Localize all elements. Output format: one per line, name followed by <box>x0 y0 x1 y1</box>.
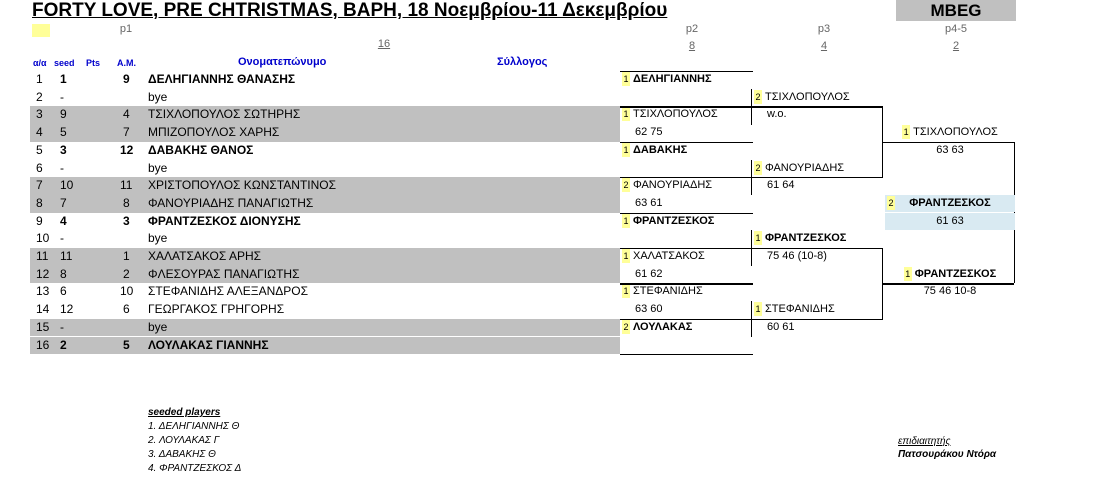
row-name: ΣΤΕΦΑΝΙΔΗΣ ΑΛΕΞΑΝΔΡΟΣ <box>148 284 309 299</box>
row-am: 11 <box>120 178 133 193</box>
legend-swatch <box>32 24 50 37</box>
round-count-1: 16 <box>377 38 391 50</box>
row-name: bye <box>148 231 168 246</box>
bracket-score <box>635 89 745 106</box>
seed-mark: 1 <box>623 286 629 297</box>
bracket-line <box>620 283 753 284</box>
seed-mark: 1 <box>755 233 761 244</box>
row-seed: 9 <box>60 107 67 122</box>
seed-mark: 2 <box>623 321 629 332</box>
row-number: 11 <box>36 249 49 263</box>
bracket-score: 63 60 <box>635 303 663 316</box>
row-number: 16 <box>36 337 50 352</box>
col-am: A.M. <box>117 58 136 68</box>
bracket-name: ΧΑΛΑΤΣΑΚΟΣ <box>633 250 705 262</box>
table-row <box>30 337 620 355</box>
bracket-entry <box>885 266 1015 283</box>
seed-mark: 2 <box>755 91 761 102</box>
bracket-line <box>883 142 1014 143</box>
round-label-p2: p2 <box>685 23 699 35</box>
seed-mark: 1 <box>623 215 629 226</box>
bracket-name: ΤΣΙΧΛΟΠΟΥΛΟΣ <box>765 90 850 103</box>
round-label-p3: p3 <box>817 23 831 35</box>
row-seed: 11 <box>60 249 73 263</box>
row-am: 5 <box>123 337 130 352</box>
row-number: 9 <box>36 213 43 228</box>
row-name: ΧΑΛΑΤΣΑΚΟΣ ΑΡΗΣ <box>148 249 262 263</box>
row-seed: 12 <box>60 302 74 317</box>
row-am: 8 <box>123 195 130 210</box>
row-name: ΔΑΒΑΚΗΣ ΘΑΝΟΣ <box>148 142 254 157</box>
bracket-line <box>752 319 883 320</box>
row-name: ΜΠΙΖΟΠΟΥΛΟΣ ΧΑΡΗΣ <box>148 125 280 140</box>
seeded-title: seeded players <box>148 407 221 418</box>
bracket-score: 61 64 <box>767 179 795 192</box>
seeded-item: 1. ΔΕΛΗΓΙΑΝΝΗΣ Θ <box>148 421 240 432</box>
bracket-line <box>620 142 753 143</box>
bracket-line <box>620 354 753 355</box>
bracket-score: 60 61 <box>767 320 795 333</box>
bracket-entry <box>622 213 752 230</box>
table-row <box>30 283 620 301</box>
seed-mark: 1 <box>905 268 911 279</box>
table-row <box>30 266 620 284</box>
col-seed: seed <box>54 58 75 68</box>
round-count-4: 2 <box>952 40 960 52</box>
row-name: ΤΣΙΧΛΟΠΟΥΛΟΣ ΣΩΤΗΡΗΣ <box>148 107 301 122</box>
table-row <box>30 142 620 160</box>
row-number: 12 <box>36 266 50 281</box>
row-am: 10 <box>120 284 134 299</box>
bracket-entry <box>622 142 752 159</box>
bracket-line <box>620 177 753 178</box>
bracket-entry <box>622 71 752 88</box>
seed-mark: 1 <box>623 251 629 261</box>
table-row <box>30 160 620 178</box>
bracket-name: ΦΑΝΟΥΡΙΑΔΗΣ <box>765 161 845 174</box>
table-row <box>30 319 620 337</box>
row-name: ΦΛΕΣΟΥΡΑΣ ΠΑΝΑΓΙΩΤΗΣ <box>148 266 300 281</box>
row-seed: - <box>60 160 64 175</box>
bracket-line <box>752 177 883 178</box>
bracket-entry <box>885 124 1015 141</box>
row-am: 2 <box>123 266 130 281</box>
row-number: 15 <box>36 319 50 334</box>
row-seed: 10 <box>60 178 74 193</box>
bracket-line <box>620 106 753 107</box>
row-name: ΦΑΝΟΥΡΙΑΔΗΣ ΠΑΝΑΓΙΩΤΗΣ <box>148 195 314 210</box>
row-number: 8 <box>36 195 43 210</box>
table-row <box>30 230 620 248</box>
row-am: 3 <box>123 213 130 228</box>
bracket-name: ΦΑΝΟΥΡΙΑΔΗΣ <box>633 179 713 192</box>
row-am: 12 <box>120 142 134 157</box>
page-title: FORTY LOVE, PRE CHTRISTMAS, ΒΑΡΗ, 18 Νοεμβρίου-11 Δεκεμβρίου <box>32 0 668 21</box>
bracket-score: 75 46 10-8 <box>923 285 977 298</box>
row-seed: 3 <box>60 142 67 157</box>
bracket-line <box>620 71 753 72</box>
table-row <box>30 301 620 319</box>
col-pts: Pts <box>86 58 101 68</box>
bracket-name: ΦΡΑΝΤΖΕΣΚΟΣ <box>765 232 847 245</box>
row-name: ΦΡΑΝΤΖΕΣΚΟΣ ΔΙΟΝΥΣΗΣ <box>148 213 301 228</box>
table-row <box>30 71 620 89</box>
row-number: 3 <box>36 107 43 122</box>
table-row <box>30 248 620 266</box>
row-number: 4 <box>36 125 43 140</box>
bracket-score: 63 61 <box>635 196 663 209</box>
row-name: ΛΟΥΛΑΚΑΣ ΓΙΑΝΝΗΣ <box>148 337 269 352</box>
row-am: 9 <box>123 72 130 86</box>
seed-mark: 1 <box>755 304 761 315</box>
bracket-name: ΔΕΛΗΓΙΑΝΝΗΣ <box>633 73 712 85</box>
bracket-name: ΔΑΒΑΚΗΣ <box>633 143 688 156</box>
row-seed: 8 <box>60 266 67 281</box>
table-row <box>30 106 620 124</box>
bracket-name: ΦΡΑΝΤΖΕΣΚΟΣ <box>914 267 997 280</box>
bracket-line <box>620 248 753 249</box>
referee-label: επιδιαιτητής <box>898 436 951 447</box>
row-number: 7 <box>36 178 43 193</box>
bracket-score <box>635 160 745 177</box>
seed-mark: 2 <box>755 162 761 173</box>
bracket-entry <box>622 319 752 336</box>
bracket-name: ΤΣΙΧΛΟΠΟΥΛΟΣ <box>913 126 998 139</box>
bracket-line <box>752 248 883 249</box>
seeded-item: 2. ΛΟΥΛΑΚΑΣ Γ <box>148 435 220 446</box>
bracket-line <box>620 213 753 214</box>
round-count-3: 4 <box>820 40 828 52</box>
table-row <box>30 124 620 142</box>
row-number: 14 <box>36 302 50 317</box>
row-number: 6 <box>36 160 43 175</box>
table-row <box>30 195 620 213</box>
row-number: 10 <box>36 231 50 246</box>
seed-mark: 1 <box>623 109 629 120</box>
bracket-score: 75 46 (10-8) <box>767 250 827 262</box>
row-seed: - <box>60 89 64 104</box>
bracket-entry <box>754 301 882 318</box>
bracket-entry <box>754 89 882 106</box>
bracket-score: 63 63 <box>936 143 964 156</box>
bracket-line <box>752 106 883 107</box>
round-label-p45: p4-5 <box>944 23 968 35</box>
bracket-line <box>883 283 1014 284</box>
seed-mark: 2 <box>888 197 894 208</box>
row-seed: 2 <box>60 337 67 352</box>
seed-mark: 2 <box>623 180 629 191</box>
row-am: 6 <box>123 302 130 317</box>
row-seed: 1 <box>60 72 67 86</box>
col-name: Ονοματεπώνυμο <box>238 56 327 68</box>
row-seed: - <box>60 231 64 246</box>
table-row <box>30 89 620 107</box>
row-seed: 5 <box>60 125 67 140</box>
row-name: ΓΕΩΡΓΑΚΟΣ ΓΡΗΓΟΡΗΣ <box>148 302 285 317</box>
bracket-entry <box>754 230 882 247</box>
table-row <box>30 213 620 231</box>
bracket-entry <box>754 160 882 177</box>
round-count-2: 8 <box>688 40 696 52</box>
bracket-name: ΣΤΕΦΑΝΙΔΗΣ <box>765 303 835 316</box>
bracket-entry <box>622 248 752 265</box>
row-number: 1 <box>36 72 43 86</box>
row-name: bye <box>148 160 168 175</box>
bracket-name: ΛΟΥΛΑΚΑΣ <box>633 320 693 333</box>
category-badge: MBEG <box>896 0 1016 21</box>
referee-name: Πατσουράκου Ντόρα <box>898 449 997 460</box>
final-name: ΦΡΑΝΤΖΕΣΚΟΣ <box>909 196 991 209</box>
row-name: bye <box>148 89 168 104</box>
col-club: Σύλλογος <box>497 56 548 68</box>
bracket-entry <box>622 106 752 123</box>
bracket-name: ΦΡΑΝΤΖΕΣΚΟΣ <box>633 214 715 227</box>
seed-mark: 1 <box>623 144 629 155</box>
row-name: ΧΡΙΣΤΟΠΟΥΛΟΣ ΚΩΝΣΤΑΝΤΙΝΟΣ <box>148 178 337 193</box>
col-aa: α/α <box>33 58 47 68</box>
table-row <box>30 177 620 195</box>
row-am: 1 <box>123 249 130 263</box>
row-seed: - <box>60 319 64 334</box>
row-seed: 4 <box>60 213 67 228</box>
row-name: ΔΕΛΗΓΙΑΝΝΗΣ ΘΑΝΑΣΗΣ <box>148 72 296 86</box>
row-name: bye <box>148 319 168 334</box>
seeded-item: 4. ΦΡΑΝΤΖΕΣΚΟΣ Δ <box>148 463 242 474</box>
row-seed: 6 <box>60 284 67 299</box>
bracket-entry <box>622 283 752 300</box>
row-number: 5 <box>36 142 43 157</box>
final-score: 61 63 <box>885 213 1015 230</box>
bracket-name: ΤΣΙΧΛΟΠΟΥΛΟΣ <box>633 108 718 121</box>
row-number: 13 <box>36 284 50 299</box>
seed-mark: 1 <box>623 74 629 84</box>
row-am: 4 <box>123 107 130 122</box>
final-entry <box>885 195 1015 212</box>
seeded-item: 3. ΔΑΒΑΚΗΣ Θ <box>148 449 216 460</box>
bracket-score <box>635 230 745 247</box>
row-seed: 7 <box>60 195 67 210</box>
bracket-score: w.o. <box>767 108 787 121</box>
row-am: 7 <box>123 125 130 140</box>
bracket-score: 62 75 <box>635 126 663 139</box>
bracket-score <box>635 337 745 354</box>
bracket-score: 61 62 <box>635 267 663 280</box>
bracket-line <box>620 319 753 320</box>
bracket-entry <box>622 177 752 194</box>
seed-mark: 1 <box>903 127 909 138</box>
bracket-name: ΣΤΕΦΑΝΙΔΗΣ <box>633 285 703 298</box>
row-number: 2 <box>36 89 43 104</box>
round-label-p1: p1 <box>119 23 133 35</box>
